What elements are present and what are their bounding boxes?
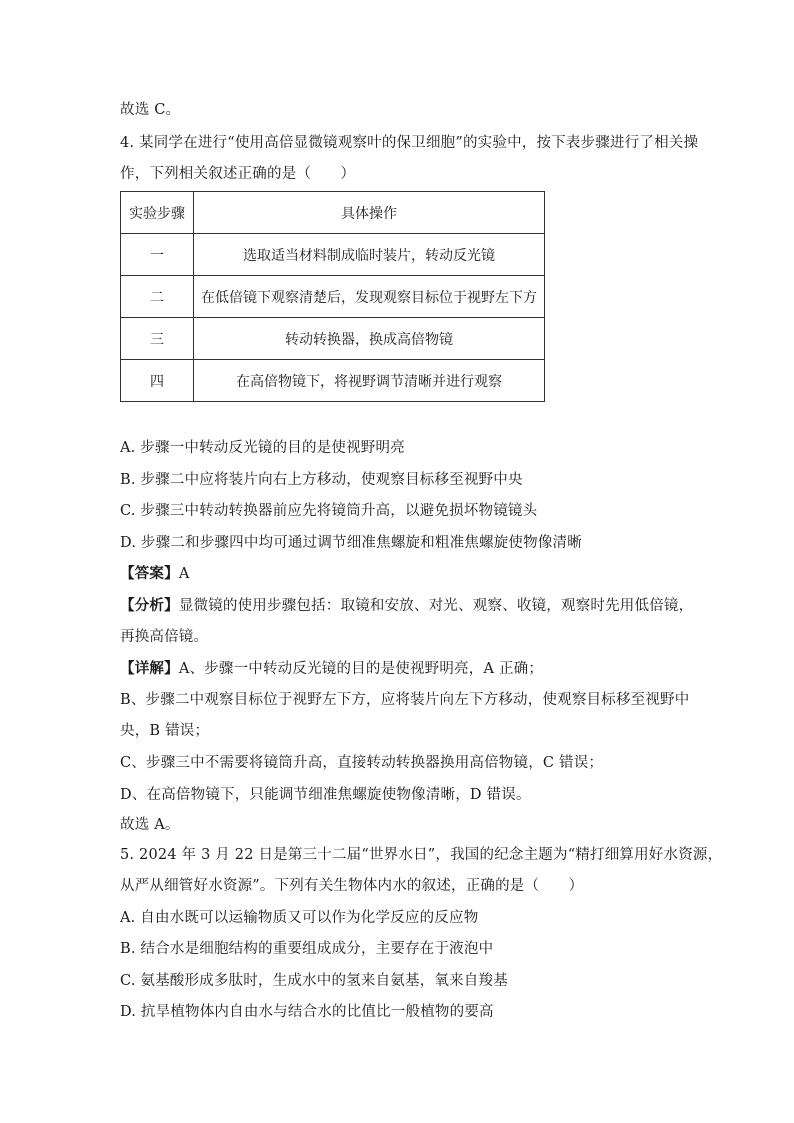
detail-line-b2: 央，B 错误； bbox=[120, 723, 210, 739]
detail-line-d: D、在高倍物镜下，只能调节细准焦螺旋使物像清晰，D 错误。 bbox=[120, 787, 531, 803]
question-4-option-a: A. 步骤一中转动反光镜的目的是使视野明亮 bbox=[120, 440, 405, 456]
table-header-cell: 实验步骤 bbox=[121, 192, 194, 234]
answer-line bbox=[120, 564, 189, 584]
analysis-line-2: 再换高倍镜。 bbox=[120, 629, 209, 645]
question-4-option-d: D. 步骤二和步骤四中均可通过调节细准焦螺旋和粗准焦螺旋使物像清晰 bbox=[120, 535, 582, 551]
question-5-option-c: C. 氨基酸形成多肽时，生成水中的氢来自氨基，氧来自羧基 bbox=[120, 973, 508, 989]
question-5-option-b: B. 结合水是细胞结构的重要组成成分，主要存在于液泡中 bbox=[120, 941, 494, 957]
table-row bbox=[121, 360, 545, 402]
table-cell-operation: 在高倍物镜下，将视野调节清晰并进行观察 bbox=[194, 360, 545, 402]
table-cell-operation: 选取适当材料制成临时装片，转动反光镜 bbox=[194, 234, 545, 276]
table-cell-step: 四 bbox=[121, 360, 194, 402]
table-header-cell: 具体操作 bbox=[194, 192, 545, 234]
previous-answer-line: 故选 C。 bbox=[120, 102, 181, 118]
table-row bbox=[121, 234, 545, 276]
answer-value: A bbox=[178, 566, 190, 582]
analysis-text-1: 显微镜的使用步骤包括：取镜和安放、对光、观察、收镜，观察时先用低倍镜， bbox=[178, 598, 694, 614]
question-5-option-d: D. 抗旱植物体内自由水与结合水的比值比一般植物的要高 bbox=[120, 1004, 494, 1020]
table-cell-operation: 在低倍镜下观察清楚后，发现观察目标位于视野左下方 bbox=[194, 276, 545, 318]
detail-text-a: A、步骤一中转动反光镜的目的是使视野明亮，A 正确； bbox=[178, 661, 544, 677]
detail-line-c: C、步骤三中不需要将镜筒升高，直接转动转换器换用高倍物镜，C 错误； bbox=[120, 755, 604, 771]
analysis-line-1 bbox=[120, 596, 693, 616]
question-5-stem-line-1: 5. 2024 年 3 月 22 日是第三十二届“世界水日”，我国的纪念主题为“精打细算用好水资源， bbox=[120, 847, 723, 863]
table-cell-step: 三 bbox=[121, 318, 194, 360]
experiment-steps-table bbox=[120, 191, 545, 402]
table-header-row bbox=[121, 192, 545, 234]
question-4-stem-line-1: 4. 某同学在进行“使用高倍显微镜观察叶的保卫细胞”的实验中，按下表步骤进行了相关操 bbox=[120, 135, 699, 151]
answer-tag: 【答案】 bbox=[120, 565, 179, 582]
question-4-option-c: C. 步骤三中转动转换器前应先将镜筒升高，以避免损坏物镜镜头 bbox=[120, 503, 538, 519]
table-cell-step: 一 bbox=[121, 234, 194, 276]
detail-line-b1: B、步骤二中观察目标位于视野左下方，应将装片向左下方移动，使观察目标移至视野中 bbox=[120, 692, 690, 708]
question-5-stem-line-2: 从严从细管好水资源”。下列有关生物体内水的叙述，正确的是（ ） bbox=[120, 878, 584, 894]
table-row bbox=[121, 276, 545, 318]
detail-line-a bbox=[120, 659, 543, 679]
detail-tag: 【详解】 bbox=[120, 660, 179, 677]
table-cell-step: 二 bbox=[121, 276, 194, 318]
question-5-option-a: A. 自由水既可以运输物质又可以作为化学反应的反应物 bbox=[120, 910, 479, 926]
analysis-tag: 【分析】 bbox=[120, 597, 179, 614]
table-cell-operation: 转动转换器，换成高倍物镜 bbox=[194, 318, 545, 360]
question-4-stem-line-2: 作，下列相关叙述正确的是（ ） bbox=[120, 166, 356, 182]
question-4-option-b: B. 步骤二中应将装片向右上方移动，使观察目标移至视野中央 bbox=[120, 472, 523, 488]
table-row bbox=[121, 318, 545, 360]
choose-answer-line: 故选 A。 bbox=[120, 817, 180, 833]
